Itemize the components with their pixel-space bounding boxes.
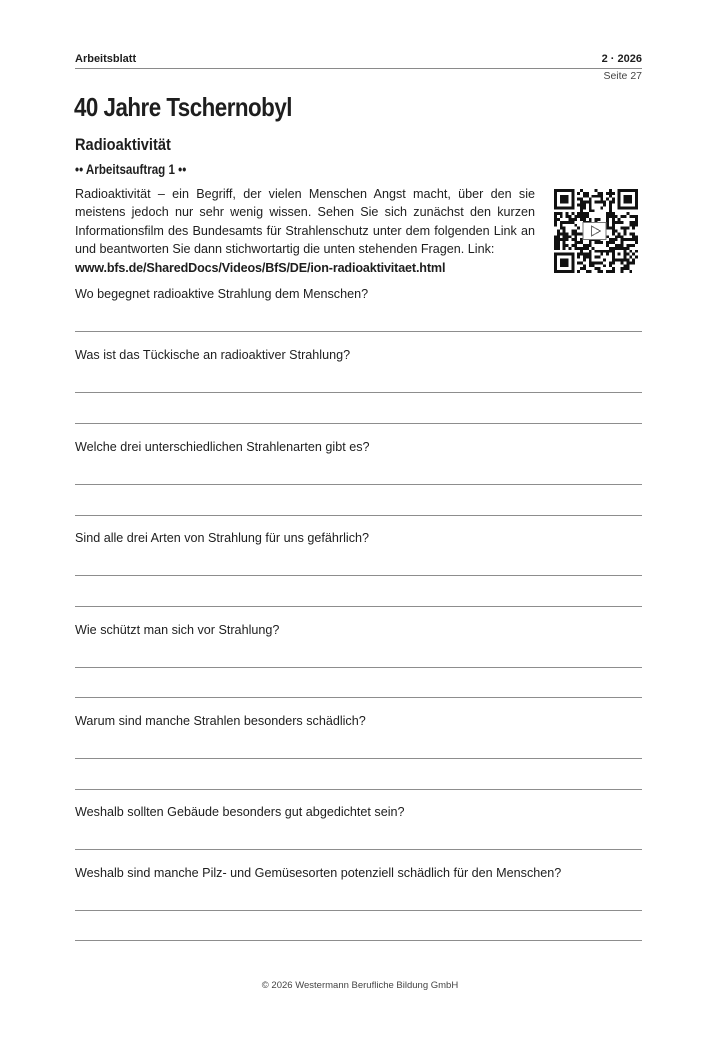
- header-section-label: Arbeitsblatt: [75, 53, 137, 65]
- intro-text: Radioaktivität – ein Begriff, der vielen Menschen Angst macht, über den sie meistens jedoch nur sehr wenig wissen. Sehen Sie sich zunächst den kurzen Informationsfilm des Bundesamts für Strahlenschutz unter dem folgenden Link an und beantworten Sie dann stichwortartig die unten stehenden Fragen. Link:: [75, 187, 535, 257]
- answer-line[interactable]: [75, 758, 642, 759]
- answer-line[interactable]: [75, 849, 642, 850]
- answer-line[interactable]: [75, 515, 642, 516]
- question-3: Welche drei unterschiedlichen Strahlenarten gibt es?: [75, 440, 370, 454]
- answer-line[interactable]: [75, 423, 642, 424]
- answer-line[interactable]: [75, 910, 642, 911]
- header-divider: [75, 68, 642, 69]
- answer-line[interactable]: [75, 940, 642, 941]
- answer-line[interactable]: [75, 697, 642, 698]
- qr-code-icon[interactable]: [554, 189, 638, 273]
- intro-paragraph: [75, 185, 535, 277]
- page-title: 40 Jahre Tschernobyl: [74, 92, 292, 122]
- answer-line[interactable]: [75, 484, 642, 485]
- header-issue: 2 · 2026: [601, 53, 642, 65]
- question-4: Sind alle drei Arten von Strahlung für uns gefährlich?: [75, 531, 370, 545]
- answer-line[interactable]: [75, 667, 642, 668]
- answer-line[interactable]: [75, 789, 642, 790]
- question-6: Warum sind manche Strahlen besonders schädlich?: [75, 714, 366, 728]
- question-8: Weshalb sind manche Pilz- und Gemüsesorten potenziell schädlich für den Menschen?: [75, 866, 562, 880]
- answer-line[interactable]: [75, 606, 642, 607]
- answer-line[interactable]: [75, 392, 642, 393]
- copyright-footer: © 2026 Westermann Berufliche Bildung GmbH: [261, 980, 459, 991]
- task-heading: •• Arbeitsauftrag 1 ••: [75, 162, 187, 177]
- play-box: [583, 222, 606, 239]
- video-link[interactable]: www.bfs.de/SharedDocs/Videos/BfS/DE/ion-radioaktivitaet.html: [75, 260, 446, 275]
- page-subtitle: Radioaktivität: [75, 135, 171, 154]
- question-5: Wie schützt man sich vor Strahlung?: [75, 623, 280, 637]
- page-number: Seite 27: [603, 70, 642, 82]
- question-1: Wo begegnet radioaktive Strahlung dem Menschen?: [75, 287, 369, 301]
- answer-line[interactable]: [75, 331, 642, 332]
- question-7: Weshalb sollten Gebäude besonders gut abgedichtet sein?: [75, 805, 405, 819]
- answer-line[interactable]: [75, 575, 642, 576]
- question-2: Was ist das Tückische an radioaktiver Strahlung?: [75, 348, 351, 362]
